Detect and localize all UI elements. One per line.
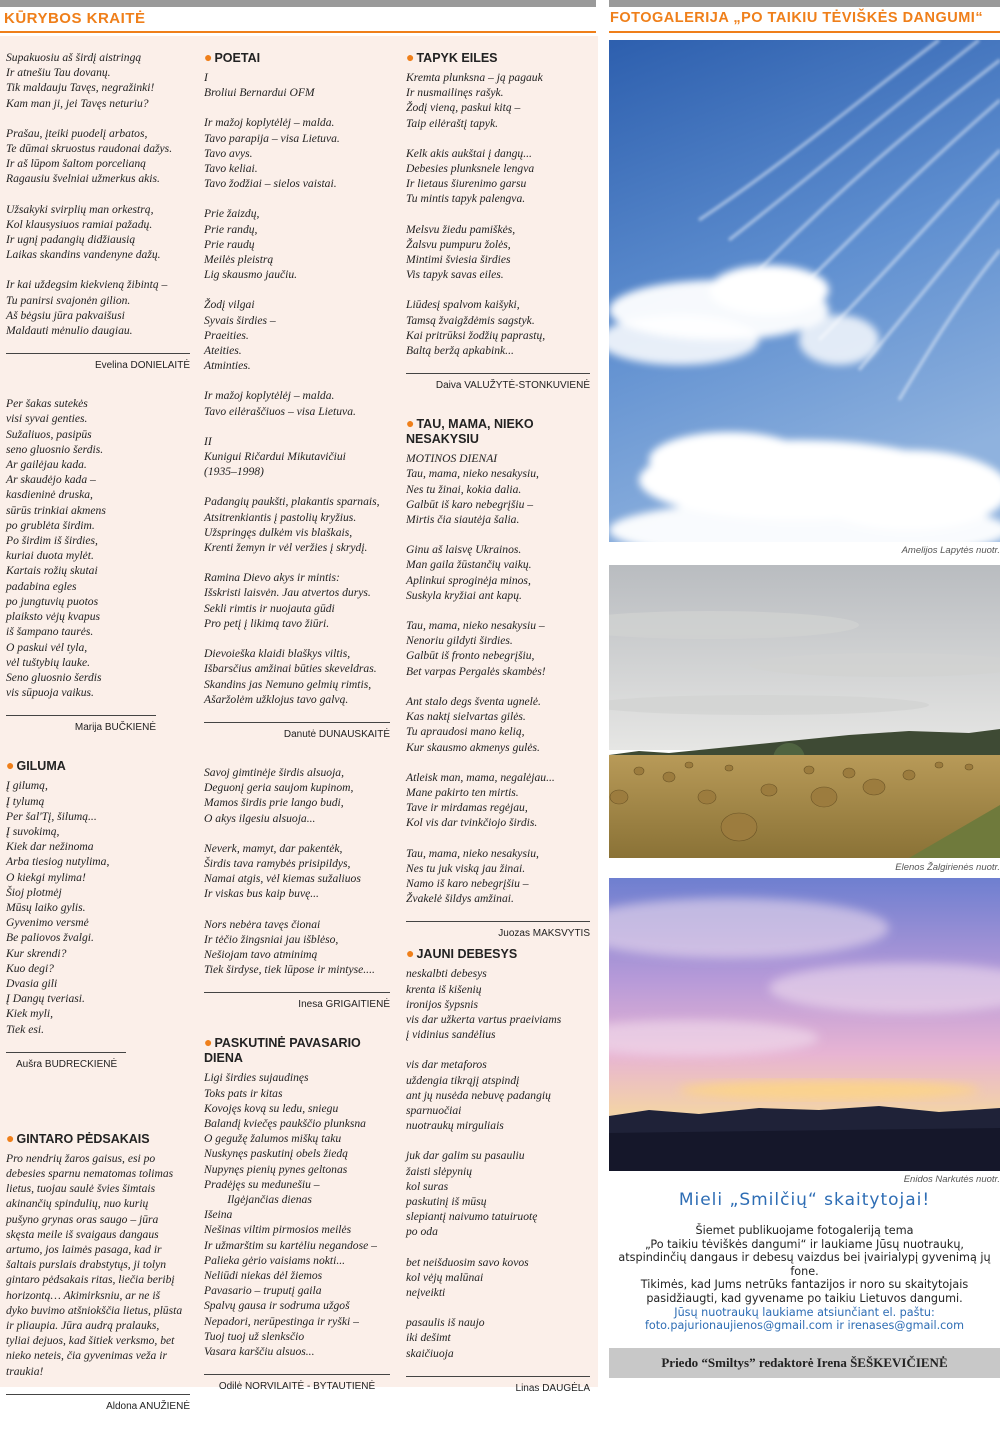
author-byline: Daiva VALUŽYTĖ-STONKUVIENĖ <box>406 373 590 392</box>
poem-stanza: Prašau, įteiki puodelį arbatos, Te dūmai skruostus raudonai dažys. Ir aš lūpom šaltom porcelianą Ragausiu švelniai užmerkus akis. <box>6 126 173 186</box>
poem-stanza: pasaulis iš naujo iki dešimt skaičiuoja <box>406 1316 485 1360</box>
poem-stanza: Liūdesį spalvom kaišyki, Tamsą žvaigždėmis sagstyk. Kai pritrūksi žodžių paprastų, Baltą beržą apkabink... <box>406 298 546 358</box>
poem-stanza: Kelk akis aukštai į dangų... Debesies plunksnele lengva Ir lietaus šiurenimo garsu Tu mintis tapyk palengva. <box>406 146 535 206</box>
poem-stanza: juk dar galim su pasauliu žaisti slėpynių kol suras paskutinį iš mūsų slepiantį naivumo tatuiruotę po oda <box>406 1149 538 1239</box>
author-byline: Juozas MAKSVYTIS <box>406 921 590 940</box>
editor-footer: Priedo “Smiltys” redaktorė Irena ŠEŠKEVIČIENĖ <box>609 1348 1000 1378</box>
poem-stanza: Nors nebėra tavęs čionai Ir tėčio žingsniai jau išblėso, Nešiojam tavo atminimą Tiek širdyse, tiek lūpose ir mintyse.... <box>204 917 375 977</box>
column-3 <box>406 50 590 1419</box>
poem-stanza: neskalbti debesys krenta iš kišenių ironijos šypsnis vis dar užkerta vartus praeiviams į vidinius sandėlius <box>406 967 562 1042</box>
poem-stanza: Kremta plunksna – ją pagauk Ir nusmailinęs rašyk. Žodį vieną, paskui kitą – Taip eilėraštį tapyk. <box>406 71 543 130</box>
poem-title: ● POETAI <box>204 49 261 65</box>
poem-stanza: Ginu aš laisvę Ukrainos. Man gaila žūstančių vaikų. Aplinkui sproginėja minos, Suskyla kryžiai ant kapų. <box>406 543 532 602</box>
author-byline: Marija BUČKIENĖ <box>6 715 156 734</box>
section-header-right: FOTOGALERIJA „PO TAIKIU TĖVIŠKĖS DANGUMI“ <box>610 10 984 26</box>
author-byline: Aušra BUDRECKIENĖ <box>6 1052 126 1071</box>
notice-line: Šiemet publikuojame fotogaleriją tema <box>695 1224 914 1237</box>
photo-sunset-sky <box>609 878 1000 1171</box>
bullet-dot-icon: ● <box>406 945 415 962</box>
header-underline-left <box>0 31 596 33</box>
notice-title: Mieli „Smilčių“ skaitytojai! <box>678 1190 931 1210</box>
poem-stanza: vis dar metaforos uždengia tikrąjį atspindį ant jų nusėda nebuvę padangių sparnuočiai nuotraukų mirguliais <box>406 1058 551 1133</box>
poem-text: Per šakas sutekės visi syvai genties. Sužaliuos, pasipūs seno gluosnio šerdis. Ar gailėjau kada. Ar skaudėjo kada – kasdieninė druska, sūrūs trinkiai akmens po grublėta širdim. Po širdim iš širdies, kuriai duota mylėt. Kartais rožių skutai padabina egles po jungtuvių puotos plaiksto vėjų kvapus iš šampano taurės. O paskui vėl tyla, vėl tuštybių lauke. Seno gluosnio šerdis vis sūpuoja vaikus. <box>6 397 106 700</box>
poem-title: ● TAPYK EILES <box>406 49 498 65</box>
author-byline: Danutė DUNAUSKAITĖ <box>204 722 390 741</box>
notice-line: Tikimės, kad Jums netrūks fantazijos ir noro su skaitytojais <box>640 1278 969 1292</box>
poem-text: Į gilumą, Į tylumą Per šal'Tį, šilumą... Į suvokimą, Kiek dar nežinoma Arba tiesiog nutylima, O kiekgi mylima! Šioj plotmėj Mūsų laiko gylis. Gyvenimo versmė Be paliovos žvalgi. Kur skrendi? Kuo degi? Dvasia gili Į Dangų tveriasi. Kiek myli, Tiek esi. <box>6 779 110 1036</box>
poem-title: ● JAUNI DEBESYS <box>406 945 518 962</box>
section-header-left: KŪRYBOS KRAITĖ <box>4 10 146 27</box>
poem-stanza: Ir mažoj koplytėlėj – malda. Tavo eilėraščiuos – visa Lietuva. <box>204 389 356 418</box>
photo-caption: Elenos Žalgirienės nuotr. <box>895 862 1000 873</box>
poem-title: ● PASKUTINĖ PAVASARIO DIENA <box>204 1034 361 1066</box>
top-bar-left <box>0 0 596 7</box>
poem-stanza: Prie žaizdų, Prie randų, Prie raudų Meilės pleistrą Lig skausmo jaučiu. <box>204 207 298 282</box>
poem-stanza: Atleisk man, mama, negalėjau... Mane pakirto ten mirtis. Tave ir mirdamas regėjau, Kol vis dar tvinkčiojo širdis. <box>406 770 555 830</box>
top-bar-right <box>609 0 1000 7</box>
author-byline: Aldona ANUŽIENĖ <box>6 1394 190 1413</box>
column-2 <box>204 50 390 1417</box>
poem-text: Ligi širdies sujaudinęs Toks pats ir kitas Kovojęs kovą su ledu, sniegu Balandį kviečęs paukščio plunksna O gegužę žalumos miškų taku Nuskynęs paskutinį obels žiedą Nupynęs pienių pynes geltonas Pradėjęs su medunešiu – Ilgėjančias dienas Išeina Nešinas viltim pirmosios meilės Ir užmarštim su kartėliu negandose – Palieka gėrio vaisiams nokti... Neliūdi niekas dėl žiemos Pavasario – truputį gaila Spalvų gausa ir sodruma užgoš Nepadori, nerūpestinga ir ryški – Tuoj tuoj už slenksčio Vasara karščiu alsuos... <box>204 1071 377 1358</box>
poem-title: ● GINTARO PĖDSAKAIS <box>6 1129 150 1146</box>
author-byline: Evelina DONIELAITĖ <box>6 353 190 372</box>
poem-title: ● GILUMA <box>6 757 66 774</box>
author-byline: Inesa GRIGAITIENĖ <box>204 992 390 1011</box>
poem-stanza: Tau, mama, nieko nesakysiu, Nes tu juk viską jau žinai. Namo iš karo nebegrįšiu – Žvakelė šildys amžinai. <box>406 846 539 906</box>
poem-stanza: bet neišduosim savo kovos kol vėjų malūnai neįveikti <box>406 1255 529 1299</box>
bullet-dot-icon: ● <box>406 415 415 432</box>
column-1 <box>6 50 190 1437</box>
bullet-dot-icon: ● <box>6 757 15 774</box>
photo-caption: Amelijos Lapytės nuotr. <box>901 545 1000 556</box>
author-byline: Linas DAUGĖLA <box>406 1376 590 1395</box>
notice-body <box>609 1224 1000 1333</box>
poem-stanza: MOTINOS DIENAI Tau, mama, nieko nesakysiu, Nes tu žinai, kokia dalia. Galbūt iš karo nebegrįšiu – Mirtis čia siautėja šalia. <box>406 452 539 527</box>
poem-title: ● TAU, MAMA, NIEKO NESAKYSIU <box>406 415 534 447</box>
bullet-dot-icon: ● <box>6 1129 15 1146</box>
photo-caption: Enidos Narkutės nuotr. <box>903 1174 1000 1185</box>
author-byline: Odilė NORVILAITĖ - BYTAUTIENĖ <box>204 1374 390 1393</box>
poem-stanza: Ir kai uždegsim kiekvieną žibintą – Tu panirsi svajonėn gilion. Aš bėgsiu jūra pakvaišusi Maldauti mėnulio daugiau. <box>6 278 168 338</box>
poem-prose: Pro nendrių žaros gaisus, esi po debesies sparnu nematomas tolimas lietus, tuojau saulė švies šimtais akinančių spindulių, nuo kurių pušyno grynas oras saugo – jūra skęsta meile iš svaigaus dangaus artumo, jos laimės pasaga, kad ir šaltais purslais drabstytųs, ji tolyn gintaro pėdsakais ritas, liečia beribį horizontą… Akimirksniu, ar ne iš dyko buvimo atšniokščia lietus, plūsta ir pliaupia. Jūra audrą pralauks, tyliai dejuos, kad šitiek verksmo, bet nieko neteis, čia gyvenimas veža ir traukia! <box>6 1151 183 1378</box>
poem-stanza: Dievoieška klaidi blaškys viltis, Išbarsčius amžinai būties skeveldras. Skandins jas Nemuno gelmių rimtis, Ašaržolėm užklojus tavo galvą. <box>204 647 377 706</box>
bullet-dot-icon: ● <box>406 49 415 65</box>
bullet-dot-icon: ● <box>204 1034 213 1051</box>
poem-stanza: Ramina Dievo akys ir mintis: Išskristi laisvėn. Jau atvertos durys. Sekli rimtis ir nuojauta gūdi Pro petį į likimą tavo žiūri. <box>204 571 371 630</box>
header-underline-right <box>609 31 1000 33</box>
poem-stanza: Ant stalo degs šventa ugnelė. Kas naktį sielvartas gilės. Tu apraudosi mano kelią, Kur skausmo akmenys gulės. <box>406 694 541 754</box>
poem-dedication: II Kunigui Ričardui Mikutavičiui (1935–1998) <box>204 434 346 479</box>
photo-sky-clouds <box>609 40 1000 542</box>
notice-line: „Po taikiu tėviškės dangumi“ ir laukiame Jūsų nuotraukų, <box>645 1237 964 1251</box>
poem-stanza: Supakuosiu aš širdį aistringą Ir atnešiu Tau dovanų. Tik maldauju Tavęs, negražinki! Kam man ji, jei Tavęs neturiu? <box>6 51 155 110</box>
poem-stanza: Melsvu žiedu pamiškės, Žalsvu pumpuru žolės, Mintimi šviesia širdies Vis tapyk savas eiles. <box>406 222 516 282</box>
reader-notice <box>609 1190 1000 1333</box>
poem-stanza: Žodį vilgai Syvais širdies – Praeities. Ateities. Atminties. <box>204 298 276 373</box>
poem-stanza: Tau, mama, nieko nesakysiu – Nenoriu gildyti širdies. Galbūt iš fronto nebegrįšiu, Bet varpas Pergalės skambės! <box>406 619 546 678</box>
notice-email-addresses[interactable]: foto.pajurionaujienos@gmail.com ir irenases@gmail.com <box>644 1319 965 1333</box>
poem-stanza: Užsakyki svirplių man orkestrą, Kol klausysiuos ramiai pažadų. Ir ugnį padangių didžiausią Laikas skandins vandenyne dažų. <box>6 202 161 262</box>
poem-stanza: Neverk, mamyt, dar pakentėk, Širdis tava ramybės prisipildys, Namai atgis, vėl kiemas sužaliuos Ir viskas bus kaip buvę... <box>204 841 361 901</box>
poem-stanza: Padangių paukšti, plakantis sparnais, Atsitrenkiantis į pastolių kryžius. Užspringęs dulkėm vis blaškais, Krenti žemyn ir vėl veržies į skrydį. <box>204 495 380 555</box>
bullet-dot-icon: ● <box>204 49 213 65</box>
notice-email-label: Jūsų nuotraukų laukiame atsiunčiant el. paštu: <box>674 1305 935 1319</box>
poem-dedication: I Broliui Bernardui OFM <box>204 71 315 100</box>
photo-hay-field <box>609 565 1000 858</box>
notice-line: atspindinčių dangaus ir debesų vaizdus bei įvairialypį gyvenimą jų fone. <box>618 1251 991 1278</box>
poem-stanza: Ir mažoj koplytėlėj – malda. Tavo parapija – visa Lietuva. Tavo avys. Tavo keliai. Tavo žodžiai – sielos vaistai. <box>204 116 340 191</box>
poem-stanza: Savoj gimtinėje širdis alsuoja, Deguonį geria saujom kupinom, Mamos širdis prie lango budi, O akys ilgesiu alsuoja... <box>204 765 354 825</box>
notice-line: pasidžiaugti, kad gyvename po taikiu Lietuvos dangumi. <box>646 1291 963 1305</box>
